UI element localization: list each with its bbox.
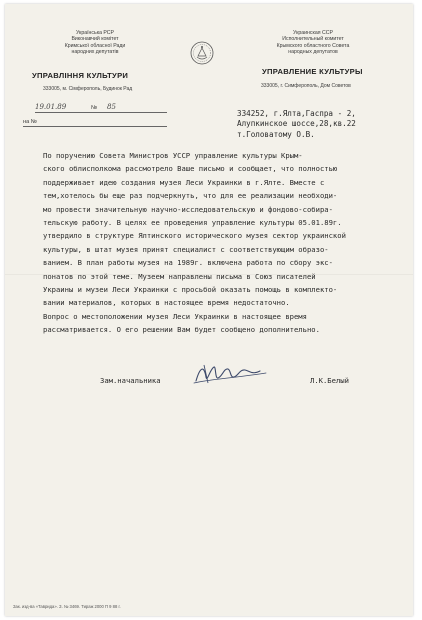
reference-number-label: № [91, 105, 98, 111]
letterhead-left-line: Українська РСР [75, 30, 115, 36]
letterhead-right-line: Исполнительный комитет [282, 36, 344, 43]
department-title-left: УПРАВЛІННЯ КУЛЬТУРИ [32, 71, 129, 80]
reference-number: 85 [107, 103, 116, 111]
body-line: тельскую работу. В целях ее проведения управление культуры 05.01.89г. [43, 218, 342, 228]
letterhead-right [243, 30, 383, 56]
address-left: 333005, м. Сімферополь, Будинок Рад [43, 86, 133, 92]
body-line: ского облисполкома рассмотрело Ваше письмо и сообщает, что полностью [43, 164, 338, 174]
recipient-line: Алупкинское шоссе,28,кв.22 [237, 119, 356, 129]
signatory-position: Зам.начальника [100, 376, 161, 385]
reference-line [35, 104, 167, 113]
body-line: По поручению Совета Министров УССР управление культуры Крым- [43, 151, 303, 160]
body-line: культуры, в штат музея принят специалист с соответствующим образо- [43, 244, 329, 254]
reply-to-line [23, 118, 167, 127]
letterhead-left [25, 30, 165, 56]
letterhead-right-line: Крымского областного Совета [276, 42, 350, 49]
letterhead-left-line: Виконавчий комітет [71, 36, 119, 43]
body-line: Украины и музеи Леси Украинки с просьбой оказать помощь в комплекто- [43, 285, 338, 295]
signatory-name: Л.К.Белый [310, 376, 349, 385]
body-line: вании материалов, которых в настоящее время недостаточно. [43, 298, 290, 308]
recipient-address [237, 109, 356, 140]
body-line: понатов по этой теме. Музеем направлены письма в Союз писателей [43, 271, 316, 281]
letterhead-right-line: народных депутатов [288, 49, 338, 56]
state-emblem-icon [189, 40, 215, 66]
body-line: поддерживает идею создания музея Леси Украинки в г.Ялте. Вместе с [43, 177, 325, 187]
printer-imprint: Зак. изд-ва «Таврида». З. № 3469. Тираж 2000 П 9 88 г. [13, 604, 121, 609]
paper-fold [5, 274, 413, 275]
letterhead-left-line: Кримської обласної Ради [64, 42, 126, 49]
body-line: утвердило в структуре Ялтинского исторического музея сектор украинской [43, 231, 346, 241]
body-line: тем,хотелось бы еще раз подчеркнуть, что для ее реализации необходи- [43, 191, 338, 201]
body-line: ванием. В план работы музея на 1989г. включена работа по сбору экс- [43, 258, 333, 268]
body-line: Вопрос о местоположении музея Леси Украинки в настоящее время [43, 311, 307, 321]
letter-body [43, 149, 403, 337]
recipient-line: 334252, г.Ялта,Гаспра - 2, [237, 109, 356, 118]
reference-date: 19.01.89 [35, 103, 67, 111]
reply-to-label: на № [23, 119, 37, 125]
letterhead-right-line: Украинская ССР [293, 30, 333, 36]
body-line: мо провести значительную научно-исследовательскую и фондово-собира- [43, 204, 333, 214]
address-right: 333005, г. Симферополь, Дом Советов [261, 83, 351, 89]
letter-sheet [5, 4, 413, 616]
letterhead-left-line: народних депутатів [71, 49, 119, 56]
handwritten-signature-icon [190, 359, 270, 389]
body-line: рассматривается. О его решении Вам будет сообщено дополнительно. [43, 325, 320, 335]
recipient-line: т.Головатому О.В. [237, 129, 315, 139]
department-title-right: УПРАВЛЕНИЕ КУЛЬТУРЫ [262, 67, 363, 76]
